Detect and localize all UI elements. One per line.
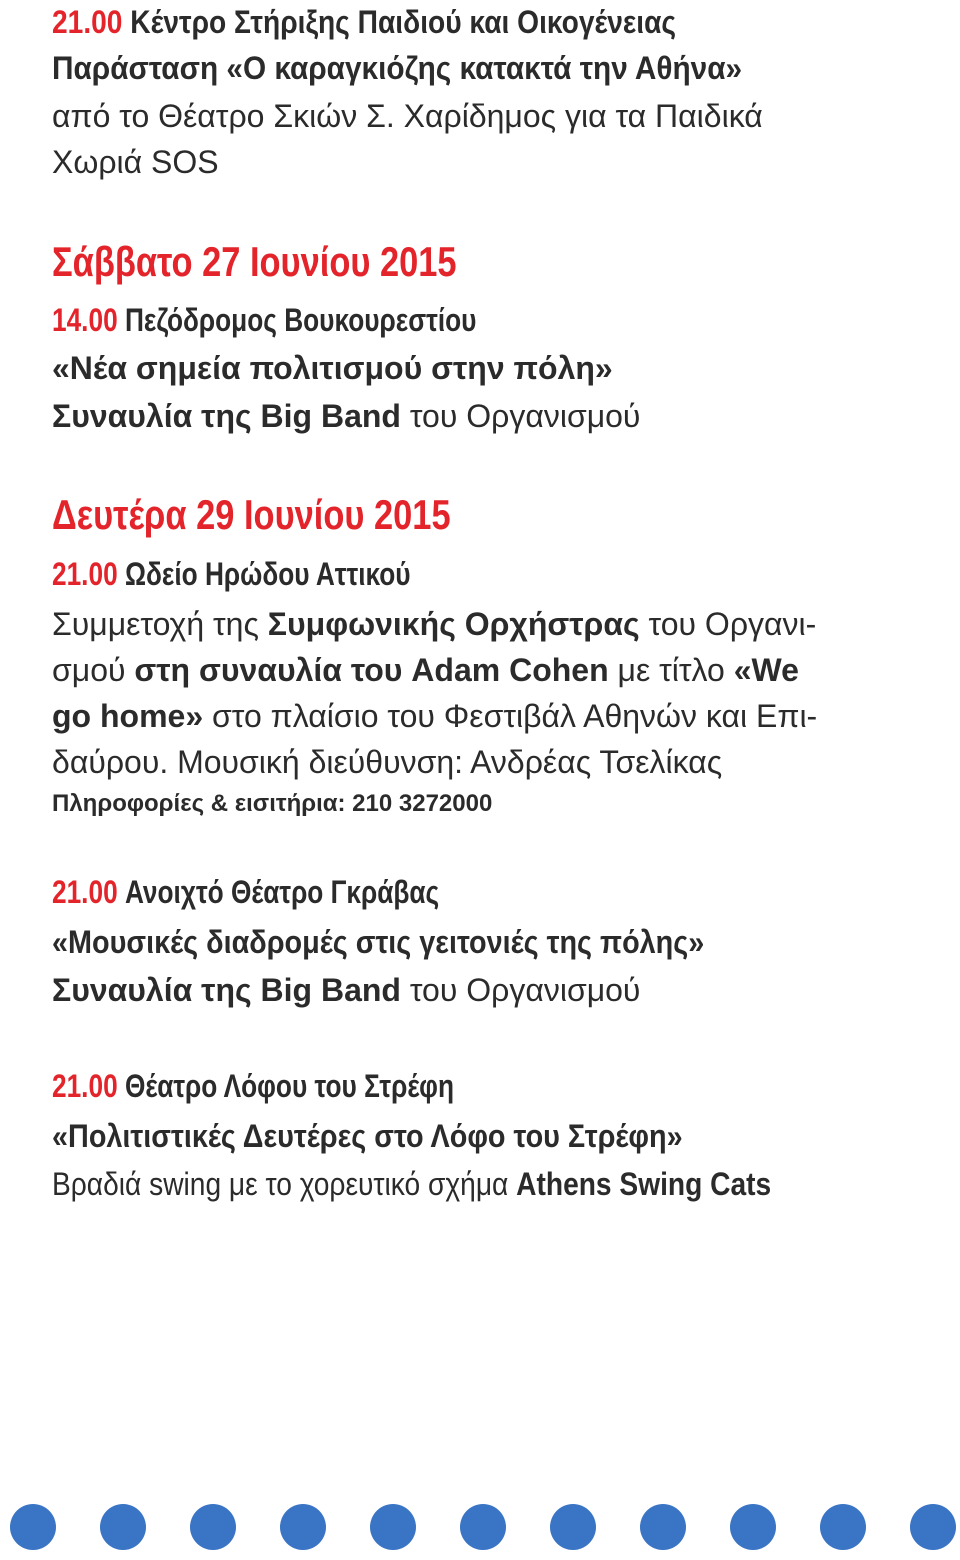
text-segment-bold: στη συναυλία του Adam Cohen	[134, 652, 609, 688]
event-performer: Athens Swing Cats	[516, 1166, 772, 1202]
event-info: Πληροφορίες & εισιτήρια: 210 3272000	[52, 790, 493, 817]
event-description	[52, 1164, 771, 1204]
dot-icon	[910, 1504, 956, 1550]
event-venue: Κέντρο Στήριξης Παιδιού και Οικογένειας	[130, 4, 677, 40]
event-header	[52, 1066, 454, 1106]
event-description-text: του Οργανισμού	[400, 398, 641, 434]
dot-icon	[820, 1504, 866, 1550]
event-description	[52, 396, 640, 436]
event-venue: Πεζόδρομος Βουκουρεστίου	[124, 302, 477, 338]
date-heading: Δευτέρα 29 Ιουνίου 2015	[52, 491, 451, 538]
event-title: «Μουσικές διαδρομές στις γειτονιές της πόλης»	[52, 924, 705, 960]
dot-icon	[370, 1504, 416, 1550]
date-heading: Σάββατο 27 Ιουνίου 2015	[52, 238, 457, 285]
text-segment-bold: «We	[733, 652, 799, 688]
event-description	[52, 696, 817, 736]
text-segment: Συμμετοχή της	[52, 606, 268, 642]
event-title: «Νέα σημεία πολιτισμού στην πόλη»	[52, 350, 613, 386]
dot-icon	[190, 1504, 236, 1550]
dot-icon	[550, 1504, 596, 1550]
event-time: 21.00	[52, 1068, 118, 1104]
text-segment-bold: Συμφωνικής Ορχήστρας	[267, 606, 640, 642]
dot-icon	[100, 1504, 146, 1550]
event-title: Παράσταση «Ο καραγκιόζης κατακτά την Αθήνα»	[52, 50, 743, 86]
dot-icon	[280, 1504, 326, 1550]
event-header	[52, 554, 411, 594]
dot-icon	[10, 1504, 56, 1550]
event-venue: Θέατρο Λόφου του Στρέφη	[124, 1068, 454, 1104]
event-time: 21.00	[52, 4, 123, 40]
event-description	[52, 970, 640, 1010]
dot-icon	[460, 1504, 506, 1550]
event-description-text: του Οργανισμού	[400, 972, 641, 1008]
event-description: Χωριά SOS	[52, 144, 219, 180]
event-time: 21.00	[52, 556, 118, 592]
event-description: δαύρου. Μουσική διεύθυνση: Ανδρέας Τσελίκας	[52, 744, 723, 780]
event-performer: Συναυλία της Big Band	[52, 972, 401, 1008]
event-time: 14.00	[52, 302, 118, 338]
event-header	[52, 300, 476, 340]
event-performer: Συναυλία της Big Band	[52, 398, 401, 434]
event-venue: Ωδείο Ηρώδου Αττικού	[124, 556, 411, 592]
event-description-text: Βραδιά swing με το χορευτικό σχήμα	[52, 1166, 517, 1202]
dot-icon	[640, 1504, 686, 1550]
event-description: από το Θέατρο Σκιών Σ. Χαρίδημος για τα Παιδικά	[52, 98, 763, 134]
dot-icon	[730, 1504, 776, 1550]
event-venue: Ανοιχτό Θέατρο Γκράβας	[124, 874, 440, 910]
text-segment: στο πλαίσιο του Φεστιβάλ Αθηνών και Επι-	[203, 698, 818, 734]
decorative-dot-row	[0, 1500, 960, 1556]
event-header	[52, 2, 676, 42]
event-description	[52, 604, 816, 644]
event-header	[52, 872, 439, 912]
text-segment: με τίτλο	[608, 652, 734, 688]
text-segment-bold: go home»	[52, 698, 204, 734]
text-segment: του Οργανι-	[639, 606, 817, 642]
event-description	[52, 650, 799, 690]
text-segment: σμού	[52, 652, 135, 688]
event-time: 21.00	[52, 874, 118, 910]
event-title: «Πολιτιστικές Δευτέρες στο Λόφο του Στρέφη»	[52, 1118, 683, 1154]
